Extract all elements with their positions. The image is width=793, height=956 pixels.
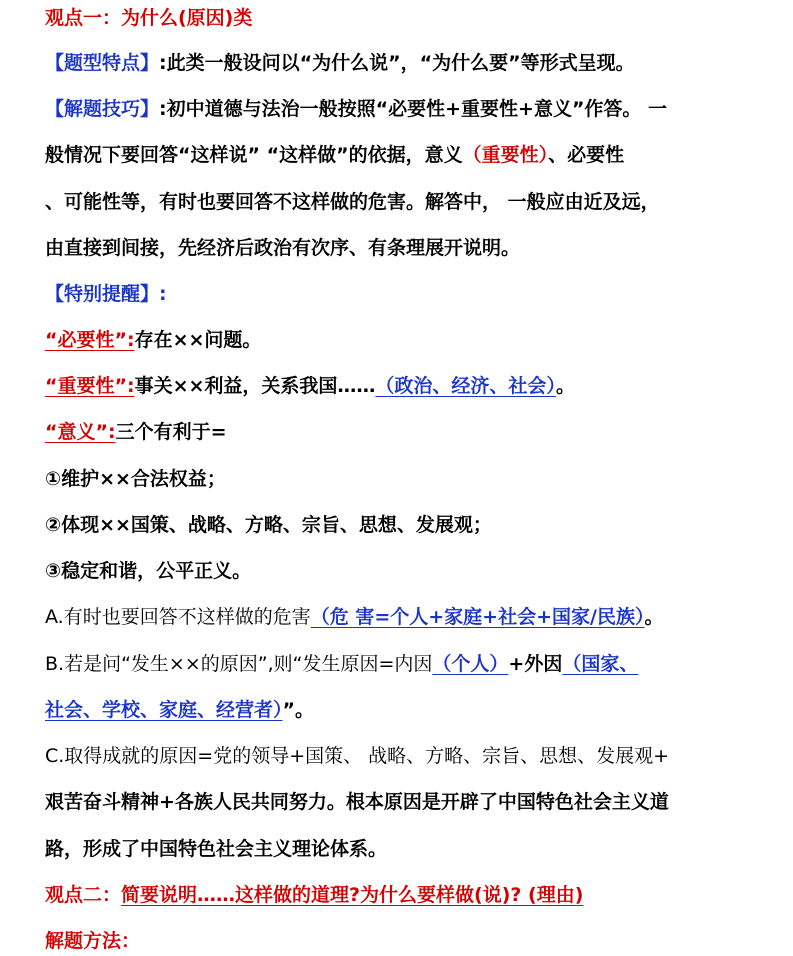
point-c-line-3 — [45, 834, 745, 864]
list-item-1 — [45, 464, 745, 494]
point-a-line — [45, 602, 745, 632]
significance-text: 三个有利于= — [115, 421, 227, 443]
external-cause-rest: 社会、学校、家庭、经营者） — [45, 699, 283, 721]
method-label: 解题方法： — [45, 930, 141, 952]
list-item-3 — [45, 556, 745, 586]
significance-line — [45, 417, 745, 447]
technique-text-1: :初中道德与法治一般按照“必要性+重要性+意义”作答。 一 — [159, 98, 668, 120]
special-reminder-label: 【特别提醒】: — [45, 283, 167, 305]
point-c-line-1 — [45, 741, 745, 771]
technique-text-4: 由直接到间接，先经济后政治有次序、有条理展开说明。 — [45, 237, 521, 259]
list-item-2-text: ②体现××国策、战略、方略、宗旨、思想、发展观； — [45, 514, 492, 536]
necessity-text: 存在××问题。 — [134, 329, 262, 351]
point-b-line-1 — [45, 649, 745, 679]
internal-cause: （个人） — [432, 653, 509, 675]
question-type-text: :此类一般设问以“为什么说”，“为什么要”等形式呈现。 — [159, 52, 635, 74]
technique-line-2 — [45, 140, 745, 170]
question-type-label: 【题型特点】 — [45, 52, 160, 74]
significance-label: “意义”: — [45, 421, 116, 443]
list-item-3-text: ③稳定和谐，公平正义。 — [45, 560, 252, 582]
point-c-line-2 — [45, 787, 745, 817]
method-line — [45, 926, 745, 956]
harm-formula: （危 害=个人+家庭+社会+国家/民族） — [310, 606, 645, 628]
viewpoint-two-title: 简要说明……这样做的道理?为什么要样做(说)? (理由) — [121, 884, 584, 906]
point-b-end: ”。 — [282, 699, 315, 721]
importance-aspects: （政治、经济、社会） — [375, 375, 556, 397]
technique-line-3 — [45, 187, 745, 217]
point-b-line-2 — [45, 695, 745, 725]
importance-highlight: （重要性） — [462, 144, 549, 166]
technique-text-2a: 般情况下要回答“这样说” “这样做”的依据，意义 — [45, 144, 463, 166]
heading-viewpoint-one — [45, 3, 745, 33]
external-cause-start: （国家、 — [562, 653, 639, 675]
point-a-text: A.有时也要回答不这样做的危害 — [45, 606, 311, 628]
importance-line — [45, 371, 745, 401]
external-cause-label: +外因 — [508, 653, 563, 675]
list-item-1-text: ①维护××合法权益； — [45, 468, 226, 490]
question-type-line — [45, 48, 745, 78]
point-b-text: B.若是问“发生××的原因”,则“发生原因=内因 — [45, 653, 433, 675]
heading-viewpoint-two — [45, 880, 745, 910]
viewpoint-one-title: 观点一：为什么(原因)类 — [45, 7, 253, 29]
technique-text-3: 、可能性等，有时也要回答不这样做的危害。解答中， 一般应由近及远， — [45, 191, 660, 213]
point-a-end: 。 — [644, 606, 664, 628]
point-c-text-3: 路，形成了中国特色社会主义理论体系。 — [45, 838, 388, 860]
importance-text: 事关××利益，关系我国…… — [134, 375, 376, 397]
viewpoint-two-label: 观点二： — [45, 884, 122, 906]
technique-line-4 — [45, 233, 745, 263]
list-item-2 — [45, 510, 745, 540]
technique-label: 【解题技巧】 — [45, 98, 160, 120]
importance-label: “重要性”: — [45, 375, 135, 397]
technique-text-2c: 、必要性 — [548, 144, 625, 166]
technique-line-1 — [45, 94, 745, 124]
necessity-label: “必要性”: — [45, 329, 135, 351]
point-c-text-1: C.取得成就的原因=党的领导+国策、 战略、方略、宗旨、思想、发展观+ — [45, 745, 670, 767]
point-c-text-2: 艰苦奋斗精神+各族人民共同努力。根本原因是开辟了中国特色社会主义道 — [45, 791, 669, 813]
necessity-line — [45, 325, 745, 355]
importance-end: 。 — [555, 375, 575, 397]
special-reminder-line — [45, 279, 745, 309]
